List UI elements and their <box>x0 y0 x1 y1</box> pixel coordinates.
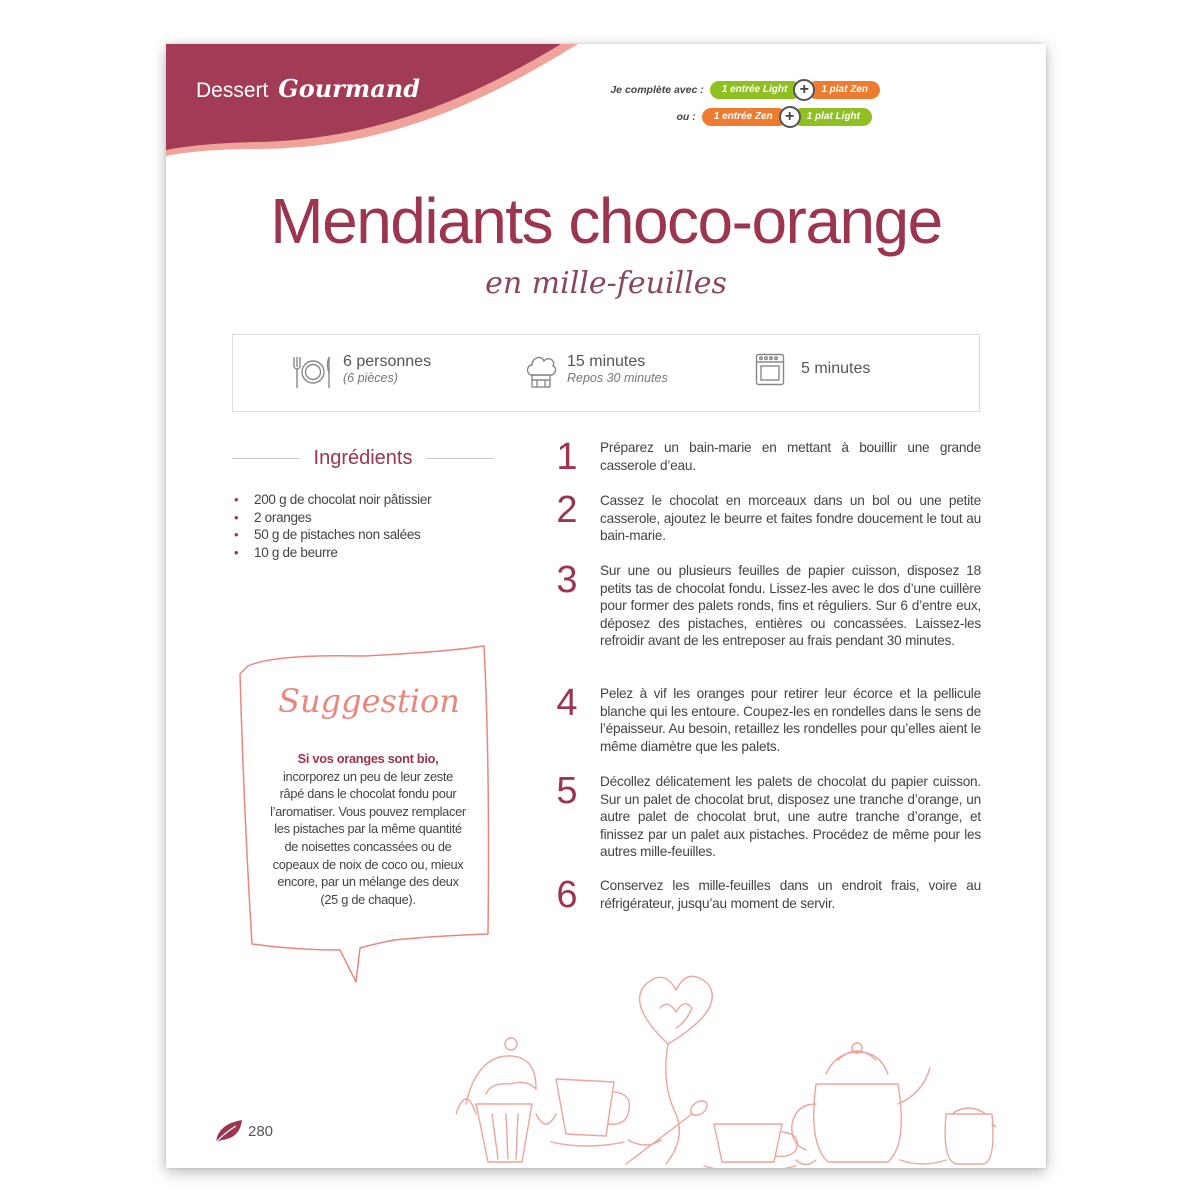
step-number: 6 <box>556 874 578 916</box>
servings-note: (6 pièces) <box>343 371 398 385</box>
bullet-icon: • <box>234 509 239 525</box>
recipe-subtitle: en mille-feuilles <box>485 266 727 301</box>
step-number: 3 <box>556 559 578 601</box>
step-text: Sur une ou plusieurs feuilles de papier cuisson, disposez 18 petits tas de chocolat fondu. Lissez-les avec le dos d’une cuillère pour former des palets ronds, fins et réguliers. Sur 6 d’entre eux, déposez des pistaches, entières ou concassées. Laissez-les refroidir avant de les entreposer au frais pendant 30 minutes. <box>600 563 981 649</box>
combo-row-2 <box>676 107 872 127</box>
prep-note: Repos 30 minutes <box>567 371 668 385</box>
step-text: Décollez délicatement les palets de chocolat du papier cuisson. Sur un palet de chocolat brut, disposez une tranche d’orange, un autre palet de chocolat brut, une autre tranche d’orange, et finissez par un palet aux pistaches. Procédez de même pour les autres mille-feuilles. <box>600 774 981 860</box>
cook-info <box>755 353 870 387</box>
bullet-icon: • <box>234 492 239 507</box>
step-text: Préparez un bain-marie en mettant à bouillir une grande casserole d’eau. <box>600 440 981 473</box>
plus-icon: + <box>779 106 801 128</box>
suggestion-text <box>270 750 466 908</box>
list-item: • 10 g de beurre <box>234 544 338 560</box>
page-number <box>214 1118 273 1144</box>
cook-value: 5 minutes <box>801 360 871 377</box>
page-number-text: 280 <box>248 1122 274 1140</box>
combo-row2-second: 1 plat Light <box>793 108 872 126</box>
prep-info <box>525 353 668 391</box>
oven-icon <box>755 353 785 387</box>
divider <box>426 458 494 459</box>
step-number: 2 <box>556 489 578 531</box>
section-label: Dessert <box>196 79 269 102</box>
plus-icon: + <box>793 79 815 101</box>
divider <box>232 458 300 459</box>
recipe-page <box>166 44 1046 1168</box>
suggestion-lead: Si vos oranges sont bio, <box>297 751 439 766</box>
header-band <box>166 44 586 159</box>
suggestion-body: incorporez un peu de leur zeste râpé dans le chocolat fondu pour l’aromatiser. Vous pouvez remplacer les pistaches par la même quantité de noisettes concassées ou de copeaux de noix de coco ou, mieux encore, par un mélange des deux (25 g de chaque). <box>270 768 466 907</box>
step-number: 4 <box>556 682 578 724</box>
step-text: Conservez les mille-feuilles dans un endroit frais, voire au réfrigérateur, jusqu’au moment de servir. <box>600 878 981 911</box>
ingredients-title: Ingrédients <box>313 446 413 469</box>
ingredients-heading <box>232 446 494 470</box>
list-item: • 50 g de pistaches non salées <box>234 527 421 542</box>
step-text: Cassez le chocolat en morceaux dans un bol ou une petite casserole, ajoutez le beurre et faites fondre doucement le tout au bain-marie. <box>600 493 981 544</box>
leaf-icon <box>214 1118 244 1144</box>
tableware-line-art <box>456 964 996 1168</box>
servings-info <box>293 353 431 391</box>
bullet-icon: • <box>234 544 239 560</box>
combo-row2-label: ou : <box>676 111 696 123</box>
bullet-icon: • <box>234 527 239 542</box>
combo-row1-first: 1 entrée Light <box>710 81 802 99</box>
combo-row1-second: 1 plat Zen <box>807 81 880 99</box>
ingredients-list <box>232 491 431 561</box>
combo-row-1 <box>610 80 880 100</box>
combo-row1-label: Je complète avec : <box>610 84 704 96</box>
combo-row2-first: 1 entrée Zen <box>702 108 787 126</box>
suggestion-box <box>234 644 504 989</box>
prep-value: 15 minutes <box>567 353 646 370</box>
step-number: 1 <box>556 436 578 478</box>
step-number: 5 <box>556 770 578 812</box>
plate-cutlery-icon <box>293 353 333 391</box>
suggestion-title: Suggestion <box>278 682 460 720</box>
list-item: • 200 g de chocolat noir pâtissier <box>234 492 432 507</box>
recipe-title: Mendiants choco-orange <box>270 185 942 257</box>
list-item: • 2 oranges <box>234 509 312 525</box>
info-box <box>232 334 980 412</box>
section-script: Gourmand <box>278 74 420 103</box>
servings-value: 6 personnes <box>343 353 432 370</box>
step-text: Pelez à vif les oranges pour retirer leur écorce et la pellicule blanche qui les entoure. Coupez-les en rondelles dans le sens de l’épaisseur. Au besoin, retaillez les rondelles pour qu’elles aient le même diamètre que les palets. <box>600 686 981 754</box>
section-title <box>196 74 420 103</box>
chef-hat-icon <box>525 353 557 391</box>
